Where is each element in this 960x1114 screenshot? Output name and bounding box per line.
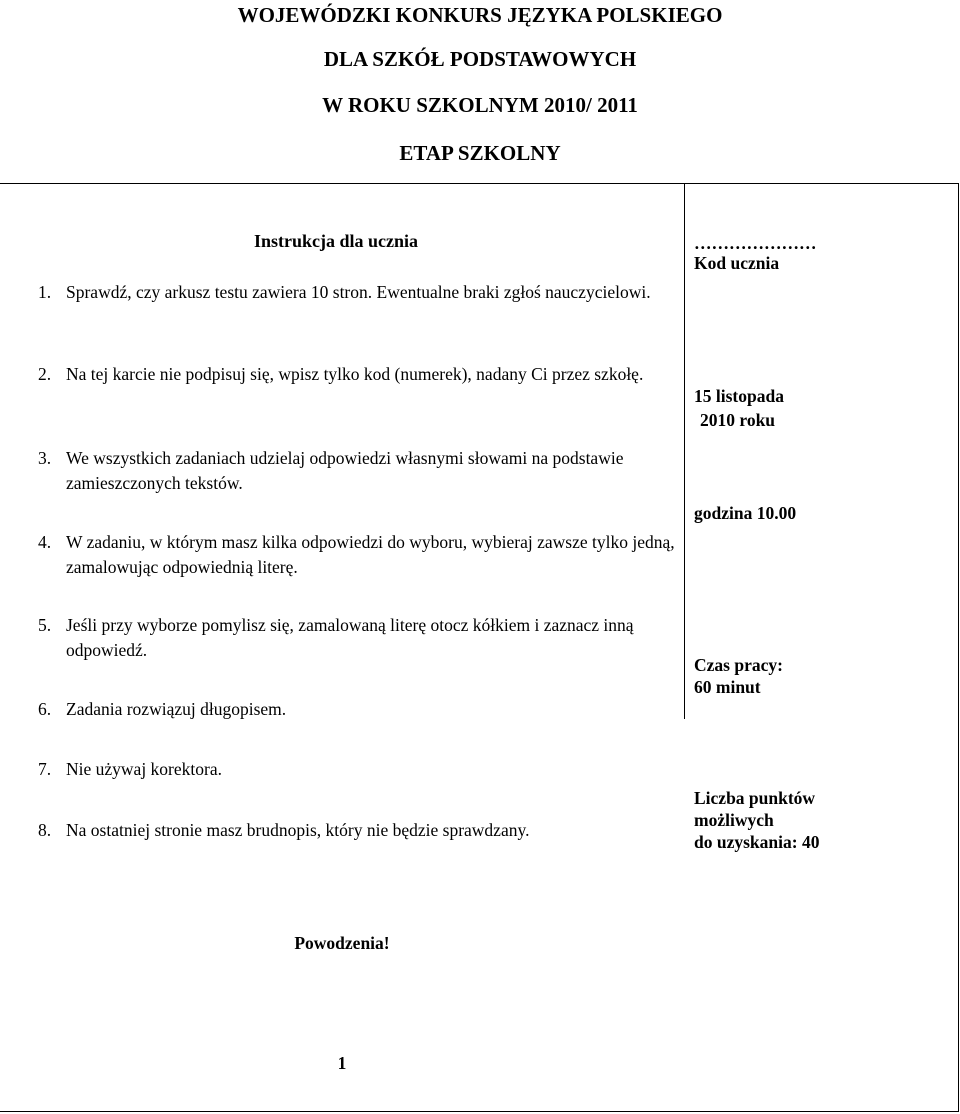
column-divider — [684, 183, 685, 719]
good-luck-message: Powodzenia! — [294, 933, 390, 953]
student-code-label: Kod ucznia — [694, 253, 780, 273]
contest-title: WOJEWÓDZKI KONKURS JĘZYKA POLSKIEGO — [237, 3, 723, 27]
instruction-number: 6. — [38, 699, 52, 719]
instructions-heading: Instrukcja dla ucznia — [254, 231, 419, 251]
instruction-item — [38, 697, 678, 722]
instruction-text: Zadania rozwiązuj długopisem. — [66, 699, 287, 719]
page-number: 1 — [337, 1053, 347, 1073]
exam-date: 15 listopada — [694, 386, 784, 406]
instruction-number: 7. — [38, 759, 52, 779]
instruction-item — [38, 280, 678, 305]
instruction-text: Nie używaj korektora. — [66, 759, 222, 779]
points-label: Liczba punktów — [694, 788, 816, 808]
instruction-number: 2. — [38, 364, 52, 384]
instruction-item — [38, 757, 678, 782]
instruction-item — [38, 613, 678, 663]
instruction-item — [38, 362, 678, 387]
instruction-number: 1. — [38, 282, 52, 302]
instruction-text: Na tej karcie nie podpisuj się, wpisz tylko kod (numerek), nadany Ci przez szkołę. — [66, 364, 644, 384]
exam-time: godzina 10.00 — [694, 503, 797, 523]
instruction-text: We wszystkich zadaniach udzielaj odpowiedzi własnymi słowami na podstawie zamieszczonych tekstów. — [66, 448, 624, 493]
school-year-title: W ROKU SZKOLNYM 2010/ 2011 — [322, 93, 638, 117]
instruction-number: 8. — [38, 820, 52, 840]
instruction-number: 5. — [38, 615, 52, 635]
points-total: do uzyskania: 40 — [694, 832, 820, 852]
instruction-number: 4. — [38, 532, 52, 552]
exam-year: 2010 roku — [700, 410, 776, 430]
instruction-text: Jeśli przy wyborze pomylisz się, zamalowaną literę otocz kółkiem i zaznacz inną odpowiedź. — [66, 615, 634, 660]
instruction-text: Na ostatniej stronie masz brudnopis, który nie będzie sprawdzany. — [66, 820, 530, 840]
instruction-item — [38, 530, 678, 580]
duration-label: Czas pracy: — [694, 655, 783, 675]
instruction-text: W zadaniu, w którym masz kilka odpowiedzi do wyboru, wybieraj zawsze tylko jedną, zamalowując odpowiednią literę. — [66, 532, 675, 577]
duration-value: 60 minut — [694, 677, 761, 697]
instruction-item — [38, 446, 678, 496]
instruction-number: 3. — [38, 448, 52, 468]
points-label-2: możliwych — [694, 810, 774, 830]
stage-title: ETAP SZKOLNY — [399, 141, 561, 165]
student-code-dots: ………………… — [694, 233, 817, 253]
instruction-text: Sprawdź, czy arkusz testu zawiera 10 stron. Ewentualne braki zgłoś nauczycielowi. — [66, 282, 651, 302]
school-level-title: DLA SZKÓŁ PODSTAWOWYCH — [323, 47, 637, 71]
instruction-item — [38, 818, 678, 843]
